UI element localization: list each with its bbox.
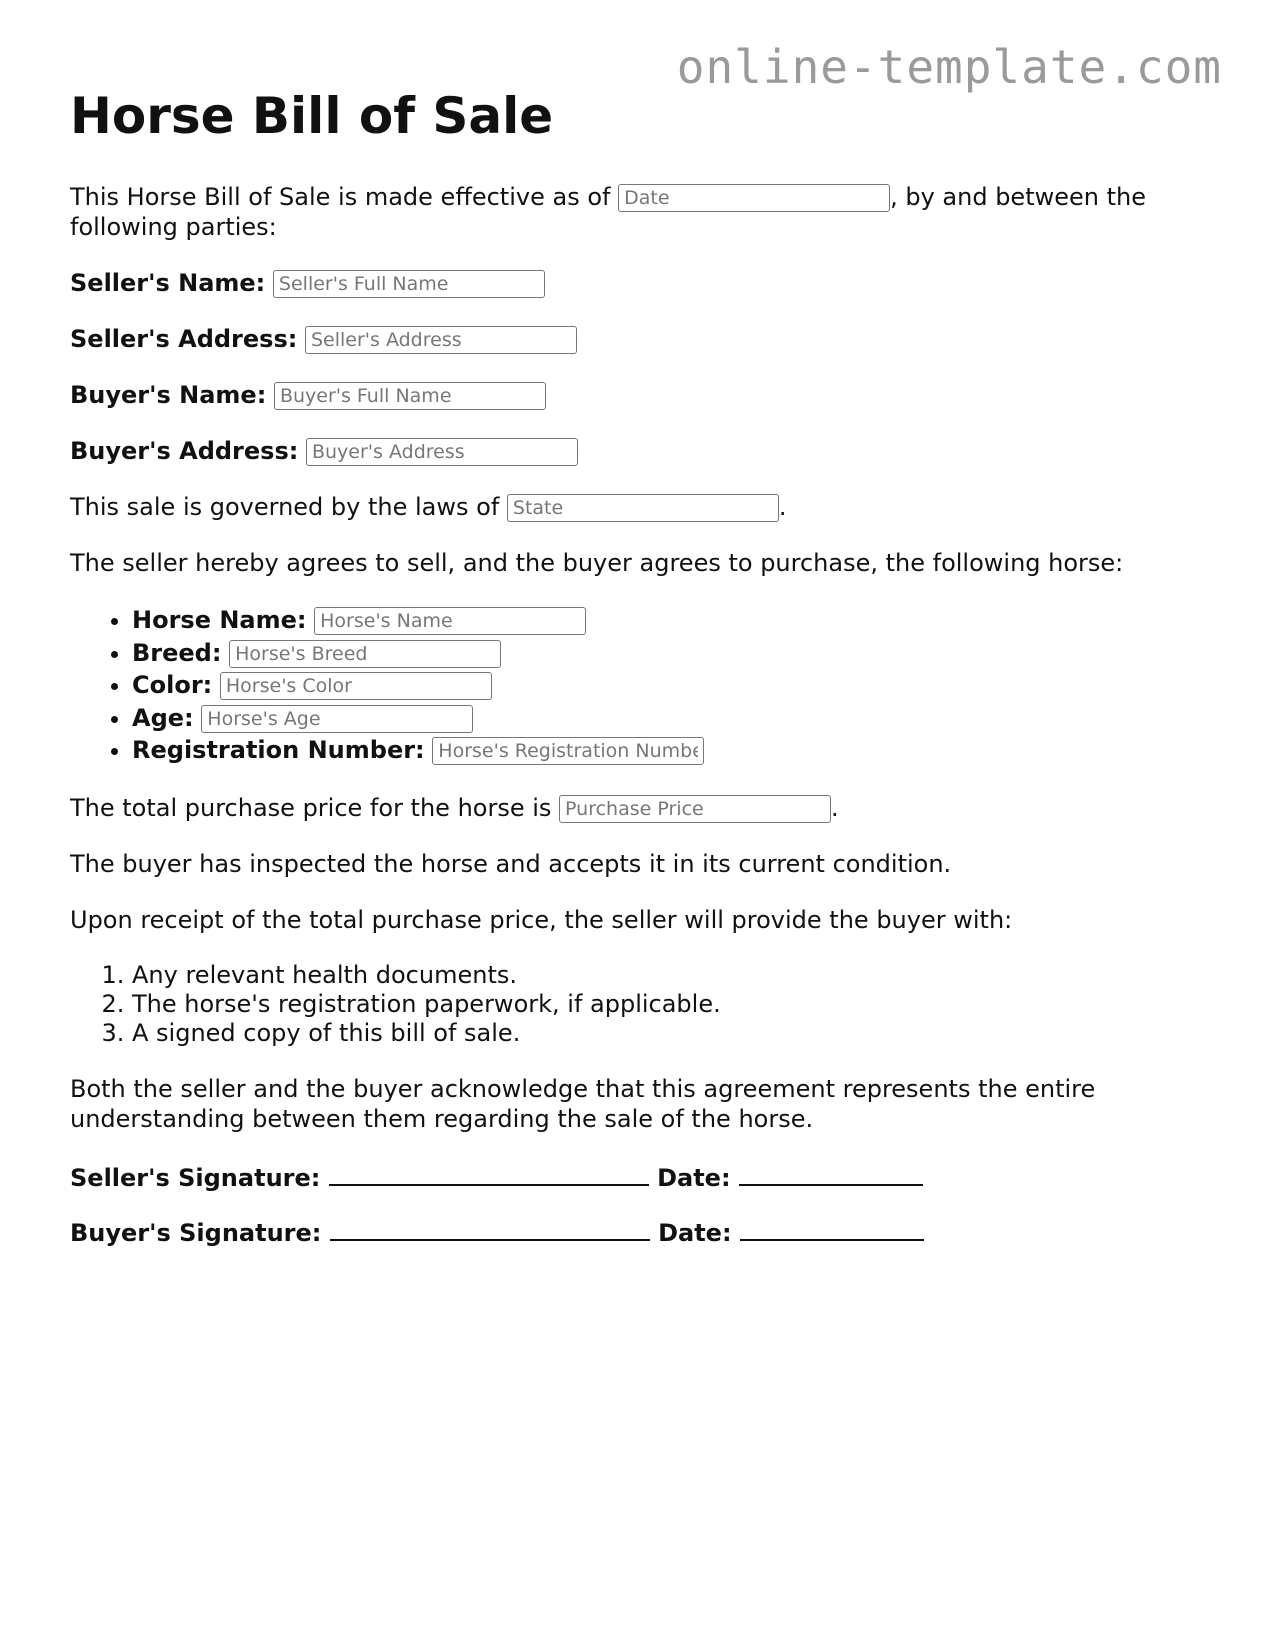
documents-list — [70, 961, 1210, 1048]
receipt-paragraph: Upon receipt of the total purchase price, the seller will provide the buyer with: — [70, 905, 1013, 934]
horse-color-label: Color: — [132, 671, 213, 699]
buyer-name-row — [70, 380, 1210, 410]
list-item: 1. Any relevant health documents. — [132, 961, 1210, 990]
seller-name-input[interactable] — [273, 270, 545, 298]
horse-age-input[interactable] — [201, 705, 473, 733]
buyer-address-row — [70, 436, 1210, 466]
intro-paragraph — [70, 182, 1210, 242]
horse-breed-label: Breed: — [132, 638, 222, 667]
purchase-price-input[interactable] — [559, 795, 831, 823]
agreement-paragraph: The seller hereby agrees to sell, and the buyer agrees to purchase, the following horse: — [70, 549, 1124, 577]
buyer-signature-label: Buyer's Signature: — [70, 1218, 322, 1247]
horse-name-input[interactable] — [314, 607, 586, 635]
governing-law-paragraph — [70, 492, 1210, 522]
buyer-signature-row — [70, 1215, 1210, 1248]
seller-signature-label: Seller's Signature: — [70, 1163, 321, 1192]
price-paragraph — [70, 793, 1210, 823]
intro-text-before: This Horse Bill of Sale is made effective as of — [70, 183, 619, 211]
horse-age-label: Age: — [132, 703, 194, 732]
buyer-address-label: Buyer's Address: — [70, 437, 299, 465]
horse-name-item — [132, 604, 1210, 637]
horse-age-item — [132, 702, 1210, 735]
page-title: Horse Bill of Sale — [70, 87, 554, 145]
price-text-after: . — [831, 793, 839, 822]
seller-signature-line[interactable] — [329, 1160, 649, 1186]
seller-date-label: Date: — [657, 1163, 731, 1192]
acknowledge-paragraph: Both the seller and the buyer acknowledge that this agreement represents the entire understanding between them regarding the sale of the horse. — [70, 1074, 1096, 1133]
seller-date-line[interactable] — [739, 1160, 923, 1186]
buyer-signature-line[interactable] — [330, 1215, 650, 1241]
buyer-name-input[interactable] — [274, 382, 546, 410]
seller-address-label: Seller's Address: — [70, 325, 298, 353]
seller-address-input[interactable] — [305, 326, 577, 354]
list-item: 2. The horse's registration paperwork, if applicable. — [132, 990, 1210, 1019]
list-item: 3. A signed copy of this bill of sale. — [132, 1019, 1210, 1048]
intro-text-after: , by and between the following parties: — [70, 183, 1146, 241]
law-text-before: This sale is governed by the laws of — [70, 493, 507, 521]
horse-registration-input[interactable] — [432, 737, 704, 765]
buyer-address-input[interactable] — [306, 438, 578, 466]
seller-signature-row — [70, 1160, 1210, 1193]
horse-color-input[interactable] — [220, 672, 492, 700]
horse-registration-label: Registration Number: — [132, 736, 425, 764]
horse-breed-input[interactable] — [229, 640, 501, 668]
seller-address-row — [70, 324, 1210, 354]
effective-date-input[interactable] — [618, 184, 890, 212]
horse-color-item — [132, 669, 1210, 702]
horse-details-list — [70, 604, 1210, 767]
inspection-paragraph: The buyer has inspected the horse and accepts it in its current condition. — [70, 849, 952, 878]
buyer-date-label: Date: — [658, 1218, 732, 1247]
price-text-before: The total purchase price for the horse is — [70, 793, 560, 822]
law-text-after: . — [778, 493, 787, 521]
horse-registration-item — [132, 734, 1210, 767]
state-input[interactable] — [507, 494, 779, 522]
watermark: online-template.com — [676, 40, 1222, 94]
horse-breed-item — [132, 637, 1210, 670]
seller-name-label: Seller's Name: — [70, 269, 266, 297]
buyer-name-label: Buyer's Name: — [70, 381, 267, 409]
document — [70, 86, 1210, 1270]
buyer-date-line[interactable] — [740, 1215, 924, 1241]
seller-name-row — [70, 268, 1210, 298]
horse-name-label: Horse Name: — [132, 606, 307, 634]
